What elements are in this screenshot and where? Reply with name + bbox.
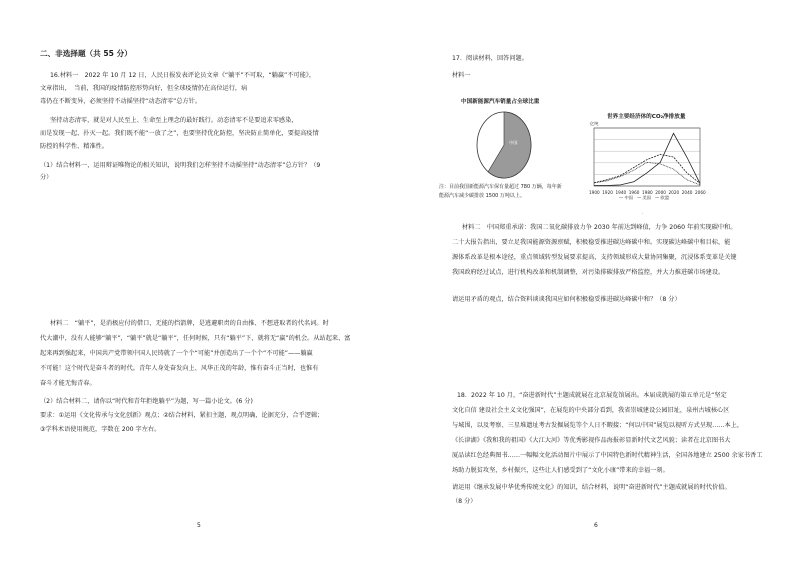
text-line: 材料二 “躺平”，是消极应付的借口，无能的挡箭牌，是逃避职责的自由推、不想进取者的代名词。时 bbox=[50, 320, 329, 327]
text-line: 文化自信 建设社会主义文化强国”，在展览的中央部分看到，我省崇城建设公园旧址，泉州古城核心区 bbox=[452, 407, 730, 414]
text-line: 防控的科学性、精准性。 bbox=[40, 143, 109, 150]
text-line: 16.材料一 2022 年 10 月 12 日，人民日报发表评论员文章《“躺平”不可取，“躺赢”不可能》， bbox=[50, 72, 316, 79]
text-line: 二十大报告指出，要立足我国能源资源禀赋，积极稳妥推进碳达峰碳中和。实现碳达峰碳中和目标，能 bbox=[452, 239, 731, 246]
section-title: 二、非选择题（共 55 分） bbox=[40, 49, 132, 58]
text-line: 请运用《继承发展中华优秀传统文化》的知识，结合材料，说明“奋进新时代”主题成就展的时代价值。 bbox=[452, 484, 731, 491]
y-axis-unit: 亿吨 bbox=[590, 121, 599, 126]
x-tick-label: 1900 bbox=[589, 190, 600, 195]
x-tick-label: 1940 bbox=[615, 190, 627, 195]
text-line: （1）结合材料一，运用辩证唯物论的相关知识，说明我们怎样坚持不动摇坚持“动态清零”总方针？（9 bbox=[40, 162, 321, 169]
text-line: 分） bbox=[40, 174, 53, 181]
pie-caption: 注：目前我国新能源汽车保有量超过 780 万辆，每年新 bbox=[439, 184, 562, 190]
q17-intro: 17．阅读材料，回答问题。 bbox=[452, 55, 528, 62]
x-tick-label: 2020 bbox=[668, 190, 680, 195]
text-line: 我国政府经过试点，进行机构改革和机制调整，对污染排碳排放严格监控，并大力推进碳市场建设。 bbox=[452, 269, 725, 276]
legend-item: — 中国 bbox=[619, 195, 633, 200]
x-tick-label: 1960 bbox=[628, 190, 640, 195]
x-tick-label: 2000 bbox=[655, 190, 666, 195]
text-line: 《长津湖》《我和我的祖国》《大江大河》等优秀影视作品海报彰显新时代文艺风貌；读者在北京图书大 bbox=[452, 437, 731, 444]
text-line: 而是发现一起、扑灭一起。我们既不能“一放了之”，也要坚持优化防控，坚决防止简单化，要提高疫情 bbox=[40, 130, 319, 137]
text-line: 源体系改革是根本途径，重点领域转型发展要求提高，支持领域形成大量协同集聚，沉浸体系变革是关键 bbox=[452, 254, 737, 261]
pie-slice-label: 中国 bbox=[509, 140, 518, 145]
q17-subquestion: 请运用矛盾的观点，结合资料谈谈我国应如何积极稳妥推进碳达峰碳中和？（8 分） bbox=[452, 296, 681, 303]
pie-caption: 能源汽车减少碳排放 1500 万吨以上。 bbox=[439, 193, 525, 199]
x-tick-label: 2040 bbox=[681, 190, 693, 195]
x-tick-label: 2060 bbox=[695, 190, 706, 195]
text-line: （8 分） bbox=[452, 498, 477, 505]
series-line bbox=[594, 162, 700, 185]
text-line: 18．2022 年 10 月，“奋进新时代”主题成就展在北京展览馆展出。本届成就展的第五单元是“坚定 bbox=[457, 392, 727, 399]
pie-title: 中国新能源汽车销量占全球比重 bbox=[461, 99, 540, 105]
text-line: 奋斗才能无悔青春。 bbox=[40, 380, 96, 387]
text-line: 不可能！这个时代是奋斗者的时代。青年人身处奋发向上、风华正茂的年龄，惟有奋斗正当时，也惟有 bbox=[40, 365, 319, 372]
text-line: 代大潮中，没有人能够“躺平”，“躺平”就是“躺平”，任何时候，只有“躺平”下，就将无“赢”的机会。从站起来、富 bbox=[40, 335, 351, 342]
legend-item: — 美国 bbox=[637, 195, 651, 200]
text-line: 要求：①运用《文化传承与文化创新》观点；②结合材料，紧扣主题，观点明确，论据充分，合乎逻辑； bbox=[40, 412, 324, 419]
pie-chart bbox=[474, 110, 534, 180]
material-label: 材料一 bbox=[452, 72, 471, 79]
legend-item: — 欧盟 bbox=[655, 195, 669, 200]
text-line: 场助力脱贫攻坚，乡村振兴，这些让人们感受到了“文化小康”带来的幸福一刻。 bbox=[452, 467, 669, 474]
x-tick-label: 1920 bbox=[602, 190, 613, 195]
text-line: 材料二 中国郑重承诺：我国二氧化碳排放力争 2030 年前达到峰值，力争 2060 年前实现碳中和。 bbox=[462, 224, 737, 231]
series-line bbox=[594, 154, 700, 183]
x-tick-label: 1980 bbox=[642, 190, 653, 195]
text-line: 毒仍在不断变异，必须坚持不动摇坚持“动态清零”总方针。 bbox=[40, 98, 202, 105]
page-number: 5 bbox=[197, 522, 201, 529]
right-page: 17．阅读材料，回答问题。 材料一 中国新能源汽车销量占全球比重 中国 注：目前我国新能源汽车保有量超过 780 万辆，每年新 能源汽车减少碳排放 1500 万吨以上。 世界主要经济体的CO₂净排放量 亿吨 1900 1920 1940 1960 1980 2000 2020 2040 2060 — 中国 — 美国 — 欧盟 . 材料二 中国郑重承诺：我国二氧化碳排放力争 2030 年前达到峰值，力争 2060 年前实现碳中和。 二十大报告指出，要立足我国能源资源禀赋，积极稳妥推进碳达峰碳中和。实现碳达峰碳中和目标，能 源体系改革是根本途径，重点领域转型发展要求提高，支持领域形成大量协同集聚，沉浸体系变革是关键 我国政府经过试点，进行机构改革和机制调整，对污染排碳排放严格监控，并大力推进碳市场建设。 请运用矛盾的观点，结合资料谈谈我国应如何积极稳妥推进碳达峰碳中和？（8 分） 18．2022 年 10 月，“奋进新时代”主题成就展在北京展览馆展出。本届成就展的第五单元是“坚定 文化自信 建设社会主义文化强国”，在展览的中央部分看到，我省崇城建设公园旧址，泉州古城核心区 与城围，以及考察、三星堆遗址考古发掘展览等个人日不暇接；“何以中国”展览以视听方式呈现……本上， 《长津湖》《我和我的祖国》《大江大河》等优秀影视作品海报彰显新时代文艺风貌；读者在北京图书大 厦品读红色经典图书……一幅幅文化活动图片中展示了中国特色新时代精神生活，全国各地建立 2500 余家书香工 场助力脱贫攻坚，乡村振兴，这些让人们感受到了“文化小康”带来的幸福一刻。 请运用《继承发展中华优秀传统文化》的知识，结合材料，说明“奋进新时代”主题成就展的时代价值。 （8 分） 6 bbox=[439, 55, 763, 529]
text-line: 坚持动态清零，就是对人民至上、生命至上理念的最好践行。动态清零不是要追求零感染， bbox=[50, 117, 298, 124]
page-number: 6 bbox=[594, 522, 598, 529]
text-line: （2）结合材料二，请你以“时代和青年拒绝躺平”为题，写一篇小论文。(6 分) bbox=[40, 398, 253, 405]
line-chart-title: 世界主要经济体的CO₂净排放量 bbox=[607, 114, 686, 120]
text-line: 起来再到强起来，中国共产党带领中国人民铸就了一个个“可能”并创造出了一个个“不可能”——躺赢 bbox=[40, 350, 313, 357]
text-line: 厦品读红色经典图书……一幅幅文化活动图片中展示了中国特色新时代精神生活，全国各地建立 2500 余家书香工 bbox=[452, 452, 763, 459]
line-chart bbox=[592, 126, 702, 190]
text-line: 与城围，以及考察、三星堆遗址考古发掘展览等个人日不暇接；“何以中国”展览以视听方式呈现……本上， bbox=[452, 422, 744, 429]
text-line: ③学科术语使用规范，字数在 200 字左右。 bbox=[40, 426, 161, 433]
plot-frame bbox=[594, 128, 700, 186]
text-line: 文章指出， 当前，我国的疫情防控形势向好，但全球疫情仍在高位运行，病 bbox=[40, 85, 248, 92]
